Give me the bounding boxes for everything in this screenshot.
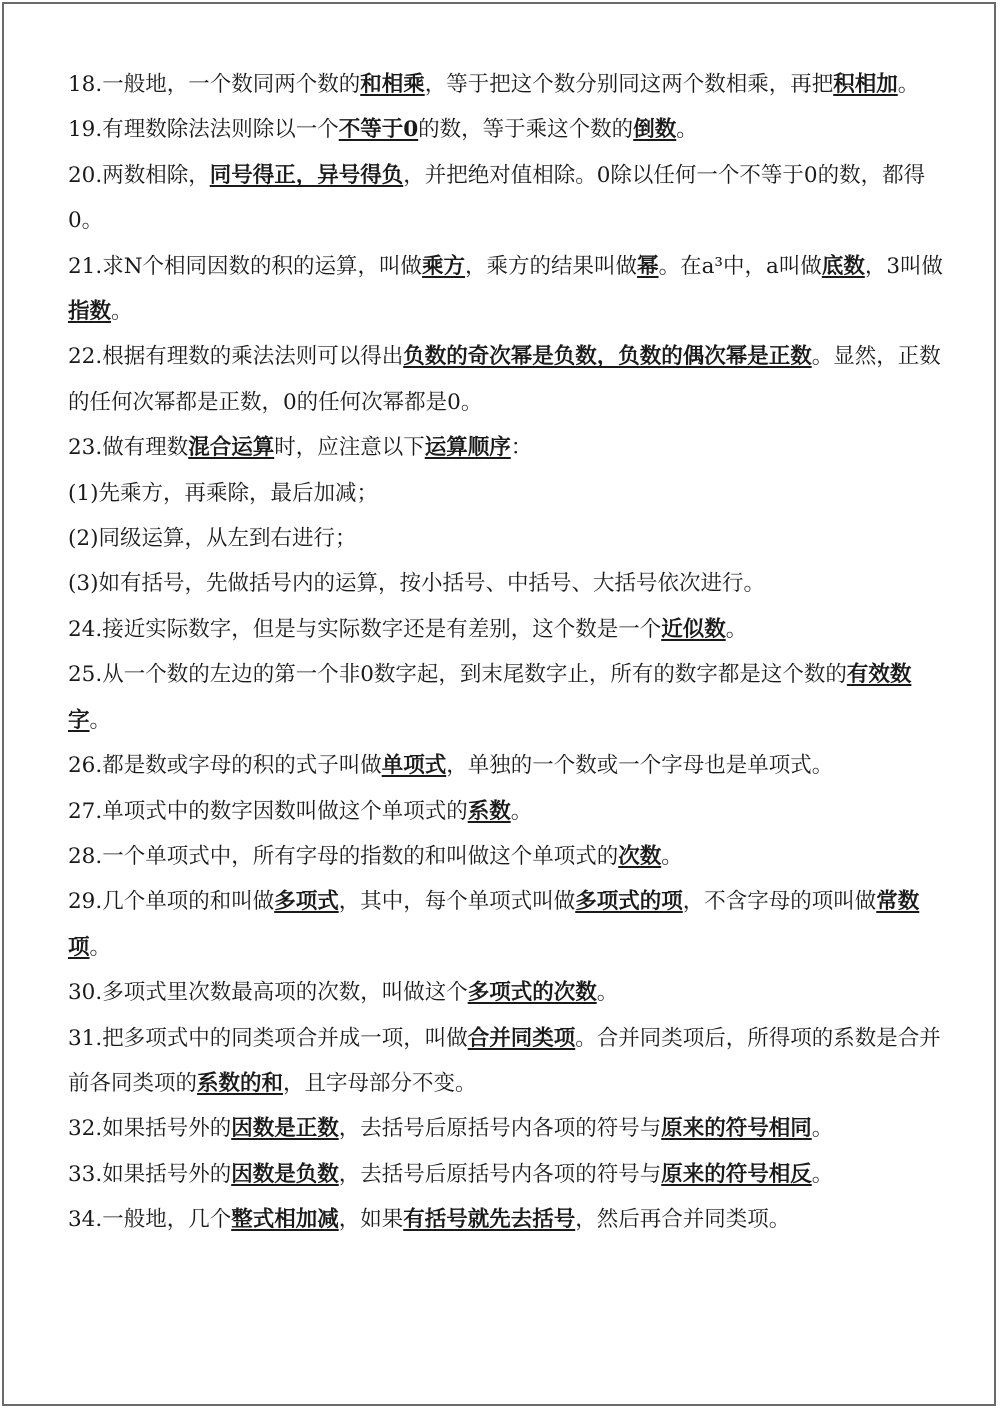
text-segment: 32.如果括号外的 (68, 1116, 232, 1142)
keyword-term: 混合运算 (188, 435, 275, 461)
text-segment: 。 (897, 72, 920, 97)
text-segment: 。合并同类项后，所得项的系数是合并前各同类项的 (68, 1025, 941, 1096)
list-item (68, 1016, 950, 1107)
text-segment: ： (510, 435, 533, 461)
keyword-term: 和相乘 (360, 72, 425, 97)
keyword-term: 原来的符号相同 (661, 1116, 812, 1142)
text-segment: 34.一般地，几个 (68, 1207, 232, 1233)
text-segment: 23.做有理数 (68, 435, 189, 461)
keyword-term: 多项式 (274, 889, 339, 915)
keyword-term: 指数 (68, 299, 112, 325)
keyword-term: 系数的和 (197, 1070, 284, 1096)
text-segment: 22.根据有理数的乘法法则可以得出 (68, 344, 404, 370)
text-segment: 28.一个单项式中，所有字母的指数的和叫做这个单项式的 (68, 843, 619, 869)
list-item (68, 970, 950, 1015)
list-item (68, 153, 950, 244)
text-segment: 27.单项式中的数字因数叫做这个单项式的 (68, 798, 468, 824)
text-segment: ，去括号后原括号内各项的符号与 (338, 1161, 662, 1187)
text-segment: 26.都是数或字母的积的式子叫做 (68, 753, 382, 779)
text-segment: (2)同级运算，从左到右进行； (68, 526, 357, 552)
text-segment: (3)如有括号，先做括号内的运算，按小括号、中括号、大括号依次进行。 (68, 571, 765, 597)
text-segment: 20.两数相除， (68, 162, 210, 188)
text-segment: ，且字母部分不变。 (283, 1070, 477, 1096)
text-segment: ，不含字母的项叫做 (682, 889, 877, 915)
list-item (68, 1106, 950, 1151)
keyword-term: 运算顺序 (424, 435, 511, 461)
keyword-term: 有括号就先去括号 (403, 1207, 576, 1233)
list-item (68, 244, 950, 335)
text-segment: ，并把绝对值相除。0除以任何一个不等于0的数，都得0。 (68, 162, 926, 234)
text-segment: 。在a³中，a叫做 (658, 253, 822, 279)
text-segment: (1)先乘方，再乘除，最后加减； (68, 480, 378, 506)
text-segment: 。显然，正数的任何次幂都是正数，0的任何次幂都是0。 (68, 344, 941, 415)
keyword-term: 原来的符号相反 (661, 1161, 812, 1187)
text-segment: 21.求N个相同因数的积的运算，叫做 (68, 253, 423, 279)
text-segment: 。 (510, 798, 533, 824)
list-item (68, 743, 950, 788)
keyword-term: 底数 (821, 253, 865, 279)
text-segment: 。 (811, 1161, 834, 1187)
keyword-term: 有效数字 (68, 662, 912, 733)
keyword-term: 乘方 (422, 253, 466, 279)
text-segment: ，乘方的结果叫做 (465, 253, 638, 279)
text-segment: 24.接近实际数字，但是与实际数字还是有差别，这个数是一个 (68, 616, 662, 642)
text-segment: ，3叫做 (864, 253, 944, 279)
text-segment: 25.从一个数的左边的第一个非0数字起，到末尾数字止，所有的数字都是这个数的 (68, 662, 847, 688)
list-item (68, 834, 950, 879)
list-item (68, 425, 950, 470)
keyword-term: 幂 (637, 253, 659, 279)
keyword-term: 多项式的项 (575, 889, 683, 915)
text-segment: 33.如果括号外的 (68, 1161, 232, 1187)
text-segment: 。 (89, 707, 112, 733)
keyword-term: 积相加 (833, 72, 898, 97)
text-segment: 。 (596, 980, 619, 1006)
list-item (68, 471, 950, 516)
text-segment: 时，应注意以下 (274, 435, 425, 461)
text-segment: 30.多项式里次数最高项的次数，叫做这个 (68, 980, 468, 1006)
text-segment: 31.把多项式中的同类项合并成一项，叫做 (68, 1025, 468, 1051)
text-segment: 。 (811, 1116, 834, 1142)
list-item (68, 334, 950, 425)
keyword-term: 次数 (618, 843, 662, 869)
list-item (68, 62, 950, 107)
text-segment: 的数，等于乘这个数的 (418, 117, 634, 143)
keyword-term: 倒数 (633, 117, 677, 143)
text-segment: ，如果 (338, 1207, 404, 1233)
list-item (68, 652, 950, 743)
keyword-term: 多项式的次数 (467, 980, 597, 1006)
keyword-term: 不等于0 (338, 117, 419, 143)
text-segment: 18.一般地，一个数同两个数的 (68, 72, 361, 97)
list-item (68, 1197, 950, 1242)
document-body (68, 62, 950, 1243)
list-item (68, 607, 950, 652)
keyword-term: 同号得正，异号得负 (209, 162, 404, 188)
text-segment: 。 (89, 934, 112, 960)
keyword-term: 合并同类项 (467, 1025, 576, 1051)
text-segment: 。 (725, 616, 748, 642)
document-page (2, 2, 996, 1406)
list-item (68, 879, 950, 970)
keyword-term: 常数项 (68, 889, 920, 960)
keyword-term: 负数的奇次幂是负数，负数的偶次幂是正数 (403, 344, 812, 370)
list-item (68, 561, 950, 606)
keyword-term: 整式相加减 (231, 1207, 339, 1233)
text-segment: ，其中，每个单项式叫做 (338, 889, 576, 915)
keyword-term: 系数 (467, 798, 511, 824)
text-segment: ，去括号后原括号内各项的符号与 (338, 1116, 662, 1142)
keyword-term: 因数是负数 (231, 1161, 339, 1187)
keyword-term: 因数是正数 (231, 1116, 339, 1142)
list-item (68, 789, 950, 834)
text-segment: 。 (111, 299, 133, 325)
text-segment: ，等于把这个数分别同这两个数相乘，再把 (424, 72, 834, 97)
text-segment: ，单独的一个数或一个字母也是单项式。 (446, 753, 834, 779)
list-item (68, 516, 950, 561)
list-item (68, 1152, 950, 1197)
keyword-term: 近似数 (661, 616, 726, 642)
keyword-term: 单项式 (381, 753, 447, 779)
list-item (68, 107, 950, 152)
text-segment: 。 (661, 843, 683, 869)
text-segment: ，然后再合并同类项。 (575, 1207, 791, 1233)
text-segment: 。 (676, 117, 698, 143)
text-segment: 19.有理数除法法则除以一个 (68, 117, 339, 143)
text-segment: 29.几个单项的和叫做 (68, 889, 275, 915)
